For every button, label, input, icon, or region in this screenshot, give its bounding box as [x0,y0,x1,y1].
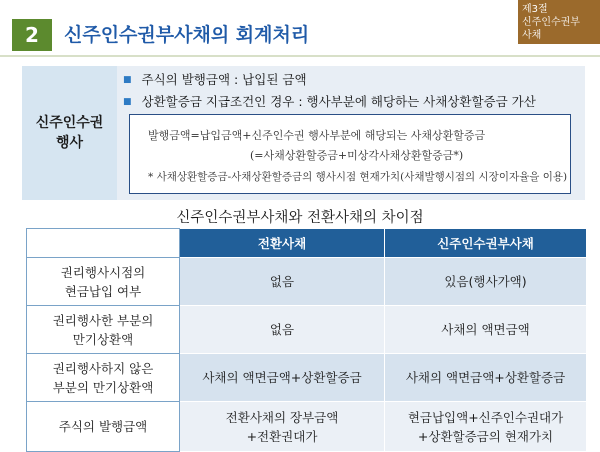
section-tag [518,0,600,44]
header-divider [0,55,600,57]
comparison-title: 신주인수권부사채와 전환사채의 차이점 [176,210,424,226]
section-tag-line: 신주인수권부 [522,17,580,28]
bullet-text: 상환할증금 지급조건인 경우 : 행사부분에 해당하는 사채상환할증금 가산 [141,94,536,109]
section-tag-line: 제3절 [522,4,548,15]
table-cell: 사채의 액면금액+상환할증금 [385,354,587,402]
definition-panel [117,66,585,200]
bullet-text: 주식의 발행금액 : 납입된 금액 [141,72,307,87]
formula-box [129,114,571,194]
definition-label: 신주인수권 행사 [22,66,117,200]
bullet-square-icon: ■ [123,75,132,85]
formula-line: 발행금액=납입금액+신주인수권 행사부분에 해당되는 사채상환할증금 [148,129,486,142]
table-corner-cell [27,229,180,258]
table-cell: 사채의 액면금액+상환할증금 [180,354,385,402]
table-cell: 없음 [180,258,385,306]
row-label: 주식의 발행금액 [27,402,180,452]
table-cell: 없음 [180,306,385,354]
table-cell: 있음(행사가액) [385,258,587,306]
table-header-row [27,229,587,258]
column-header-bw: 신주인수권부사채 [385,229,587,258]
bullet-item [123,70,307,88]
comparison-table [26,228,587,452]
formula-line: (=사채상환할증금+미상각사채상환할증금*) [250,149,464,162]
table-cell: 전환사채의 장부금액 +전환권대가 [180,402,385,452]
table-row [27,354,587,402]
column-header-cb: 전환사채 [180,229,385,258]
table-row [27,258,587,306]
table-cell: 현금납입액+신주인수권대가 +상환할증금의 현재가치 [385,402,587,452]
formula-footnote: * 사채상환할증금-사채상환할증금의 행사시점 현재가치(사채발행시점의 시장이자율을 이용) [148,171,568,183]
row-label: 권리행사한 부분의 만기상환액 [27,306,180,354]
section-tag-line: 사채 [522,30,542,41]
row-label: 권리행사하지 않은 부분의 만기상환액 [27,354,180,402]
page-title: 신주인수권부사채의 회계처리 [64,24,310,46]
row-label: 권리행사시점의 현금납입 여부 [27,258,180,306]
section-number-badge: 2 [12,19,52,51]
bullet-square-icon: ■ [123,97,132,107]
bullet-item [123,92,536,110]
table-cell: 사채의 액면금액 [385,306,587,354]
table-row [27,402,587,452]
table-row [27,306,587,354]
